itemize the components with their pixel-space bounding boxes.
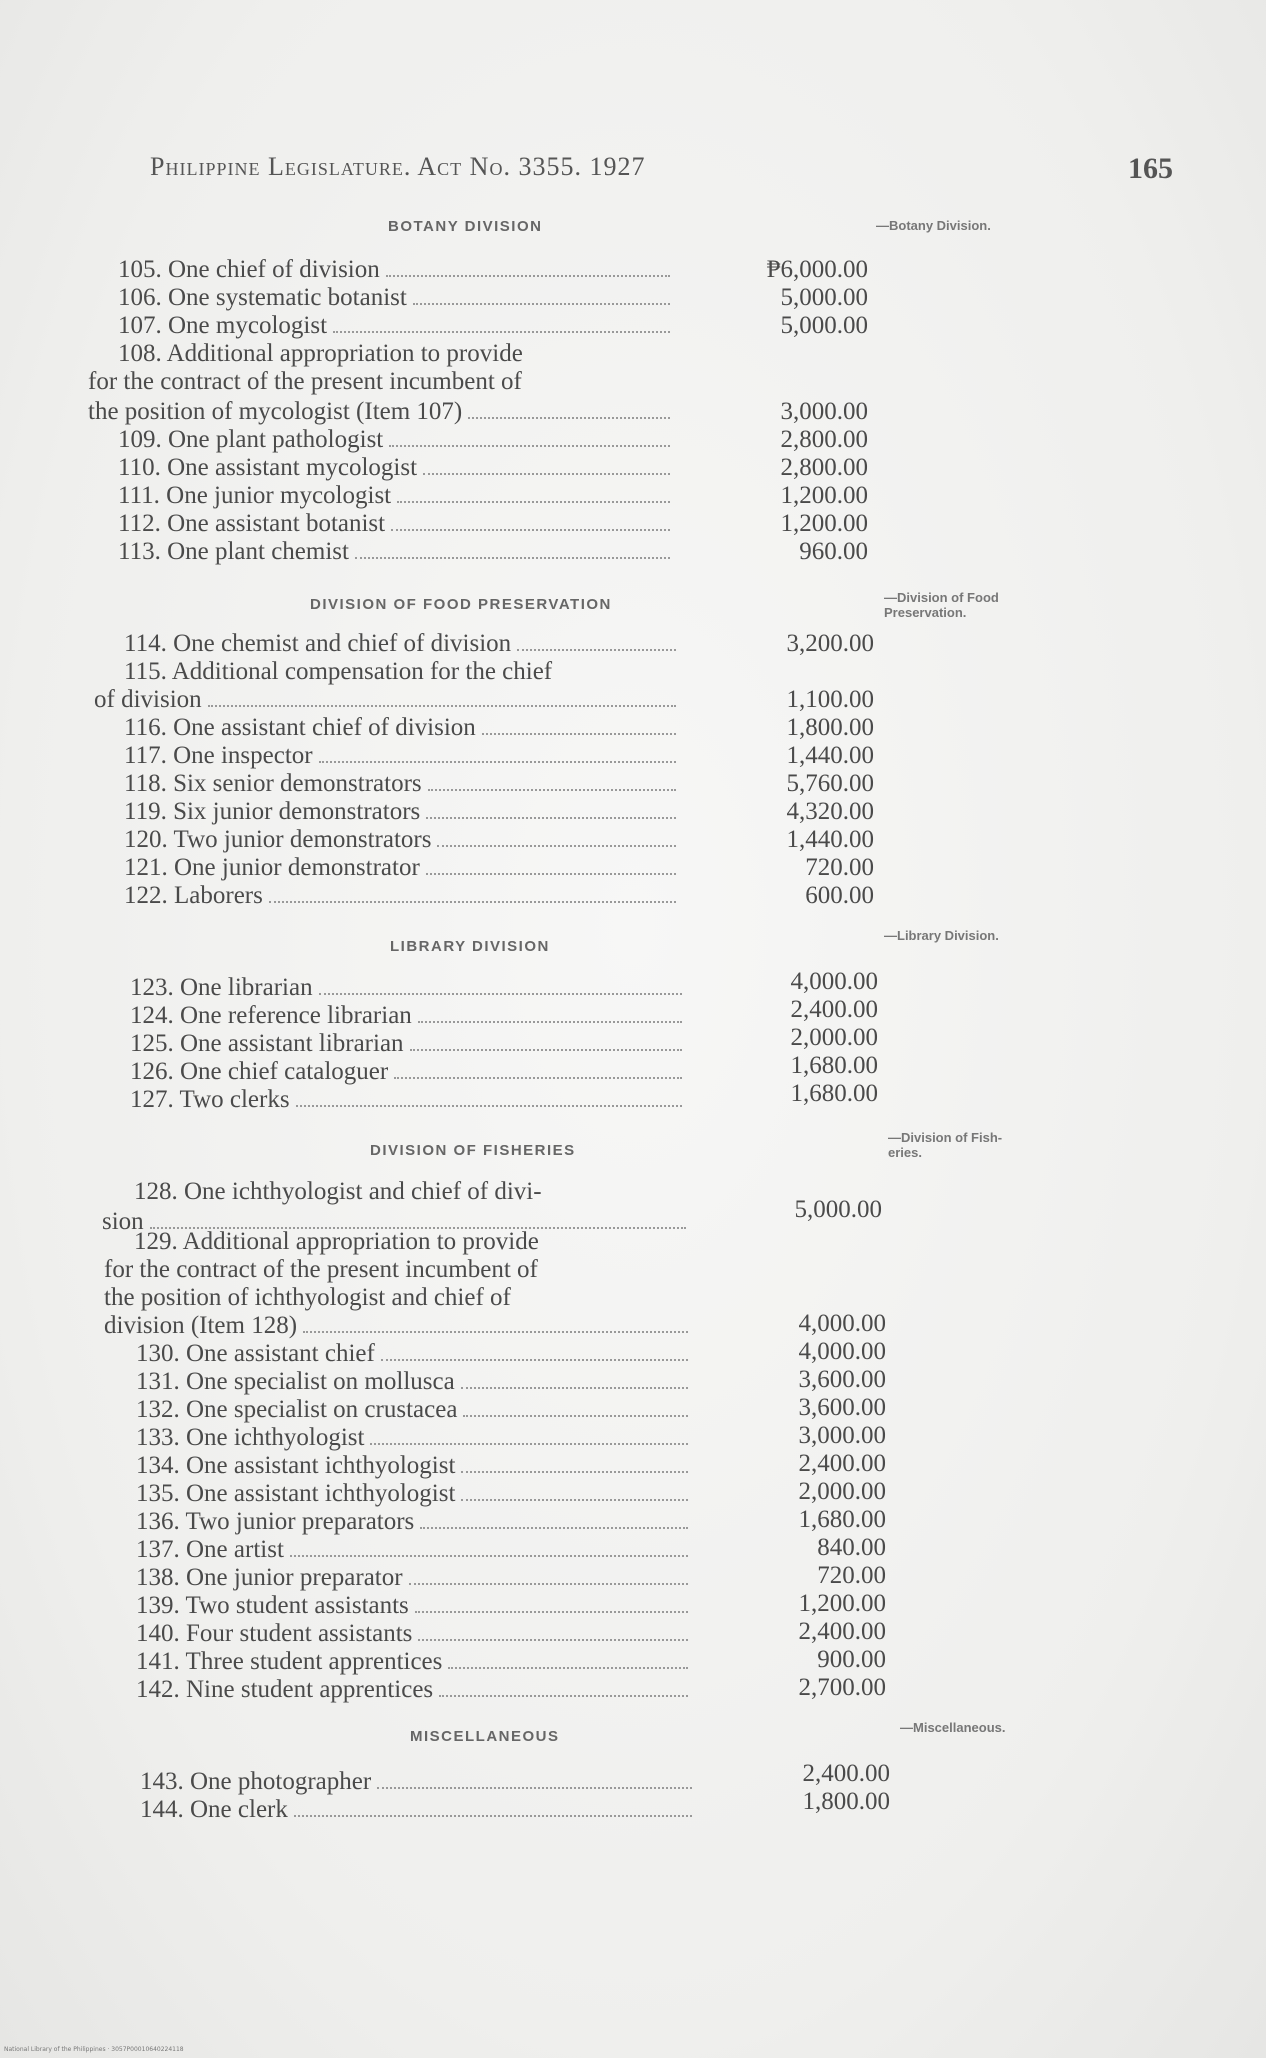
amount: 4,000.00 xyxy=(790,968,878,995)
amount: 4,320.00 xyxy=(786,798,874,825)
page-number: 165 xyxy=(1128,152,1173,185)
list-item: 114. One chemist and chief of division xyxy=(124,630,680,658)
list-item: 106. One systematic botanist xyxy=(118,284,674,312)
list-item: 127. Two clerks xyxy=(130,1086,686,1114)
amount: 5,000.00 xyxy=(794,1196,882,1223)
list-item: the position of mycologist (Item 107) xyxy=(88,398,674,426)
list-item: 126. One chief cataloguer xyxy=(130,1058,686,1086)
list-item: 125. One assistant librarian xyxy=(130,1030,686,1058)
amount: 4,000.00 xyxy=(798,1338,886,1365)
amount: 2,400.00 xyxy=(790,996,878,1023)
amount: 1,680.00 xyxy=(798,1506,886,1533)
list-item: 120. Two junior demonstrators xyxy=(124,826,680,854)
margin-note-botany: —Botany Division. xyxy=(876,218,991,233)
margin-note-library: —Library Division. xyxy=(884,928,999,943)
list-item: 124. One reference librarian xyxy=(130,1002,686,1030)
list-item-line: 128. One ichthyologist and chief of divi- xyxy=(134,1178,542,1205)
amount: 2,800.00 xyxy=(780,454,868,481)
list-item: 107. One mycologist xyxy=(118,312,674,340)
list-item-line: 108. Additional appropriation to provide xyxy=(118,340,523,367)
list-item: 116. One assistant chief of division xyxy=(124,714,680,742)
list-item: 121. One junior demonstrator xyxy=(124,854,680,882)
list-item: 130. One assistant chief xyxy=(136,1340,692,1368)
amount: 2,000.00 xyxy=(798,1478,886,1505)
amount: 3,000.00 xyxy=(798,1422,886,1449)
list-item: 119. Six junior demonstrators xyxy=(124,798,680,826)
list-item: 144. One clerk xyxy=(140,1796,696,1824)
section-heading-library: LIBRARY DIVISION xyxy=(390,938,550,955)
amount: 1,200.00 xyxy=(780,482,868,509)
margin-note-misc: —Miscellaneous. xyxy=(900,1720,1006,1735)
list-item: 142. Nine student apprentices xyxy=(136,1676,692,1704)
list-item: 140. Four student assistants xyxy=(136,1620,692,1648)
list-item: division (Item 128) xyxy=(104,1312,692,1340)
list-item: 111. One junior mycologist xyxy=(118,482,674,510)
amount: 2,000.00 xyxy=(790,1024,878,1051)
list-item: 135. One assistant ichthyologist xyxy=(136,1480,692,1508)
amount: 1,680.00 xyxy=(790,1052,878,1079)
list-item: 109. One plant pathologist xyxy=(118,426,674,454)
amount: 600.00 xyxy=(805,882,874,909)
list-item: 122. Laborers xyxy=(124,882,680,910)
section-heading-botany: BOTANY DIVISION xyxy=(388,218,543,235)
amount: 2,400.00 xyxy=(798,1450,886,1477)
list-item: 133. One ichthyologist xyxy=(136,1424,692,1452)
amount: 720.00 xyxy=(817,1562,886,1589)
amount: 2,800.00 xyxy=(780,426,868,453)
list-item: 105. One chief of division xyxy=(118,256,674,284)
list-item: 112. One assistant botanist xyxy=(118,510,674,538)
list-item: 117. One inspector xyxy=(124,742,680,770)
amount: 720.00 xyxy=(805,854,874,881)
list-item: 132. One specialist on crustacea xyxy=(136,1396,692,1424)
amount: 2,700.00 xyxy=(798,1674,886,1701)
list-item-line: the position of ichthyologist and chief of xyxy=(104,1284,511,1311)
amount: 1,440.00 xyxy=(786,826,874,853)
list-item: 139. Two student assistants xyxy=(136,1592,692,1620)
list-item: 137. One artist xyxy=(136,1536,692,1564)
list-item-line: for the contract of the present incumbent of xyxy=(88,368,522,395)
list-item: of division xyxy=(94,686,680,714)
amount: 3,200.00 xyxy=(786,630,874,657)
amount: 1,200.00 xyxy=(798,1590,886,1617)
scan-footer: National Library of the Philippines · 3057P00010640224118 xyxy=(4,2046,184,2053)
list-item-line: for the contract of the present incumbent of xyxy=(104,1256,538,1283)
amount: 840.00 xyxy=(817,1534,886,1561)
list-item: 110. One assistant mycologist xyxy=(118,454,674,482)
amount: 1,440.00 xyxy=(786,742,874,769)
amount: 960.00 xyxy=(799,538,868,565)
list-item: 136. Two junior preparators xyxy=(136,1508,692,1536)
list-item-line: 129. Additional appropriation to provide xyxy=(134,1228,539,1255)
list-item: 123. One librarian xyxy=(130,974,686,1002)
list-item: 113. One plant chemist xyxy=(118,538,674,566)
amount: 5,000.00 xyxy=(780,284,868,311)
list-item: sion xyxy=(102,1208,690,1236)
margin-note-fisheries: —Division of Fish- eries. xyxy=(888,1130,1003,1160)
amount: 5,000.00 xyxy=(780,312,868,339)
amount: 3,600.00 xyxy=(798,1394,886,1421)
section-heading-food: DIVISION OF FOOD PRESERVATION xyxy=(310,596,612,613)
section-heading-misc: MISCELLANEOUS xyxy=(410,1728,560,1745)
amount: 3,600.00 xyxy=(798,1366,886,1393)
amount: 3,000.00 xyxy=(780,398,868,425)
amount: 1,200.00 xyxy=(780,510,868,537)
list-item: 143. One photographer xyxy=(140,1768,696,1796)
amount: 1,800.00 xyxy=(786,714,874,741)
list-item: 141. Three student apprentices xyxy=(136,1648,692,1676)
amount: 1,100.00 xyxy=(786,686,874,713)
list-item: 118. Six senior demonstrators xyxy=(124,770,680,798)
list-item: 138. One junior preparator xyxy=(136,1564,692,1592)
amount: ₱6,000.00 xyxy=(766,256,868,283)
margin-note-food: —Division of Food Preservation. xyxy=(884,590,999,620)
amount: 900.00 xyxy=(817,1646,886,1673)
list-item: 134. One assistant ichthyologist xyxy=(136,1452,692,1480)
running-header: Philippine Legislature. Act No. 3355. 1927 xyxy=(150,152,646,181)
amount: 2,400.00 xyxy=(802,1760,890,1787)
list-item: 131. One specialist on mollusca xyxy=(136,1368,692,1396)
amount: 2,400.00 xyxy=(798,1618,886,1645)
amount: 5,760.00 xyxy=(786,770,874,797)
amount: 1,800.00 xyxy=(802,1788,890,1815)
amount: 1,680.00 xyxy=(790,1080,878,1107)
list-item-line: 115. Additional compensation for the chief xyxy=(124,658,553,685)
amount: 4,000.00 xyxy=(798,1310,886,1337)
section-heading-fisheries: DIVISION OF FISHERIES xyxy=(370,1142,576,1159)
